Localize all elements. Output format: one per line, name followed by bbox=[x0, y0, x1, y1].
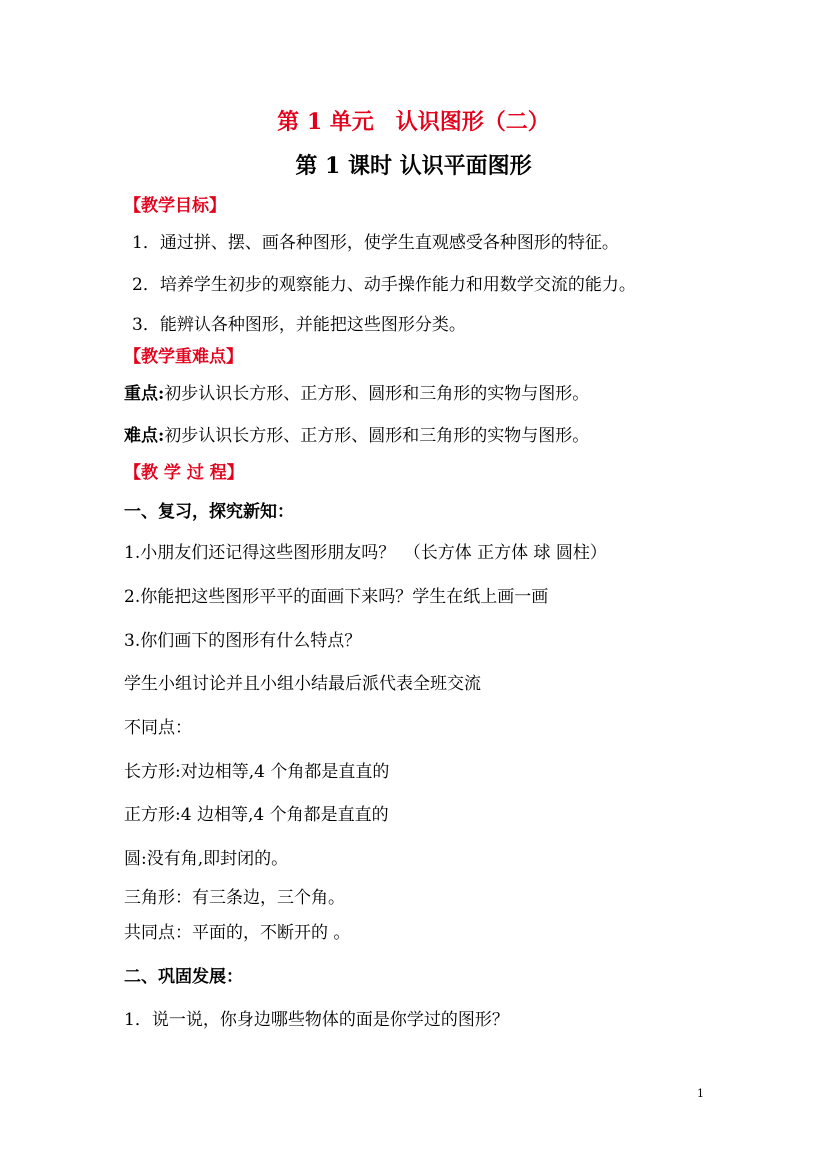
key-point-label: 重点: bbox=[124, 384, 165, 404]
section1-line: 圆:没有角,即封闭的。 bbox=[124, 849, 289, 869]
goals-heading: 【教学目标】 bbox=[124, 196, 226, 216]
key-point-line bbox=[124, 383, 589, 405]
goal-item: 3．能辨认各种图形，并能把这些图形分类。 bbox=[132, 315, 466, 335]
section1-line: 2.你能把这些图形平平的面画下来吗？学生在纸上画一画 bbox=[124, 587, 549, 607]
section2-line: 1．说一说，你身边哪些物体的面是你学过的图形？ bbox=[124, 1010, 509, 1030]
lesson-title: 第 1 课时 认识平面图形 bbox=[295, 153, 532, 179]
section2-heading: 二、巩固发展： bbox=[124, 967, 243, 987]
process-heading: 【教 学 过 程】 bbox=[124, 463, 244, 483]
difficulty-line bbox=[124, 425, 589, 447]
key-points-heading: 【教学重难点】 bbox=[124, 347, 243, 367]
difficulty-label: 难点: bbox=[124, 426, 165, 446]
section1-line: 三角形：有三条边，三个角。 bbox=[124, 888, 345, 908]
section1-line: 学生小组讨论并且小组小结最后派代表全班交流 bbox=[124, 674, 481, 694]
section1-line: 长方形:对边相等,4 个角都是直直的 bbox=[124, 762, 390, 782]
section1-line: 不同点： bbox=[124, 718, 192, 738]
goal-item: 1．通过拼、摆、画各种图形，使学生直观感受各种图形的特征。 bbox=[132, 233, 619, 253]
section1-heading: 一、复习，探究新知： bbox=[124, 502, 294, 522]
goal-item: 2．培养学生初步的观察能力、动手操作能力和用数学交流的能力。 bbox=[132, 275, 636, 295]
section1-line: 正方形:4 边相等,4 个角都是直直的 bbox=[124, 805, 389, 825]
section1-line: 1.小朋友们还记得这些图形朋友吗？ （长方体 正方体 球 圆柱） bbox=[124, 543, 607, 563]
section1-line: 3.你们画下的图形有什么特点？ bbox=[124, 631, 362, 651]
unit-title: 第 1 单元 认识图形（二） bbox=[277, 109, 550, 135]
section1-line: 共同点：平面的，不断开的 。 bbox=[124, 923, 351, 943]
key-point-text: 初步认识长方形、正方形、圆形和三角形的实物与图形。 bbox=[164, 384, 590, 404]
difficulty-text: 初步认识长方形、正方形、圆形和三角形的实物与图形。 bbox=[164, 426, 590, 446]
page-number: 1 bbox=[697, 1087, 704, 1100]
